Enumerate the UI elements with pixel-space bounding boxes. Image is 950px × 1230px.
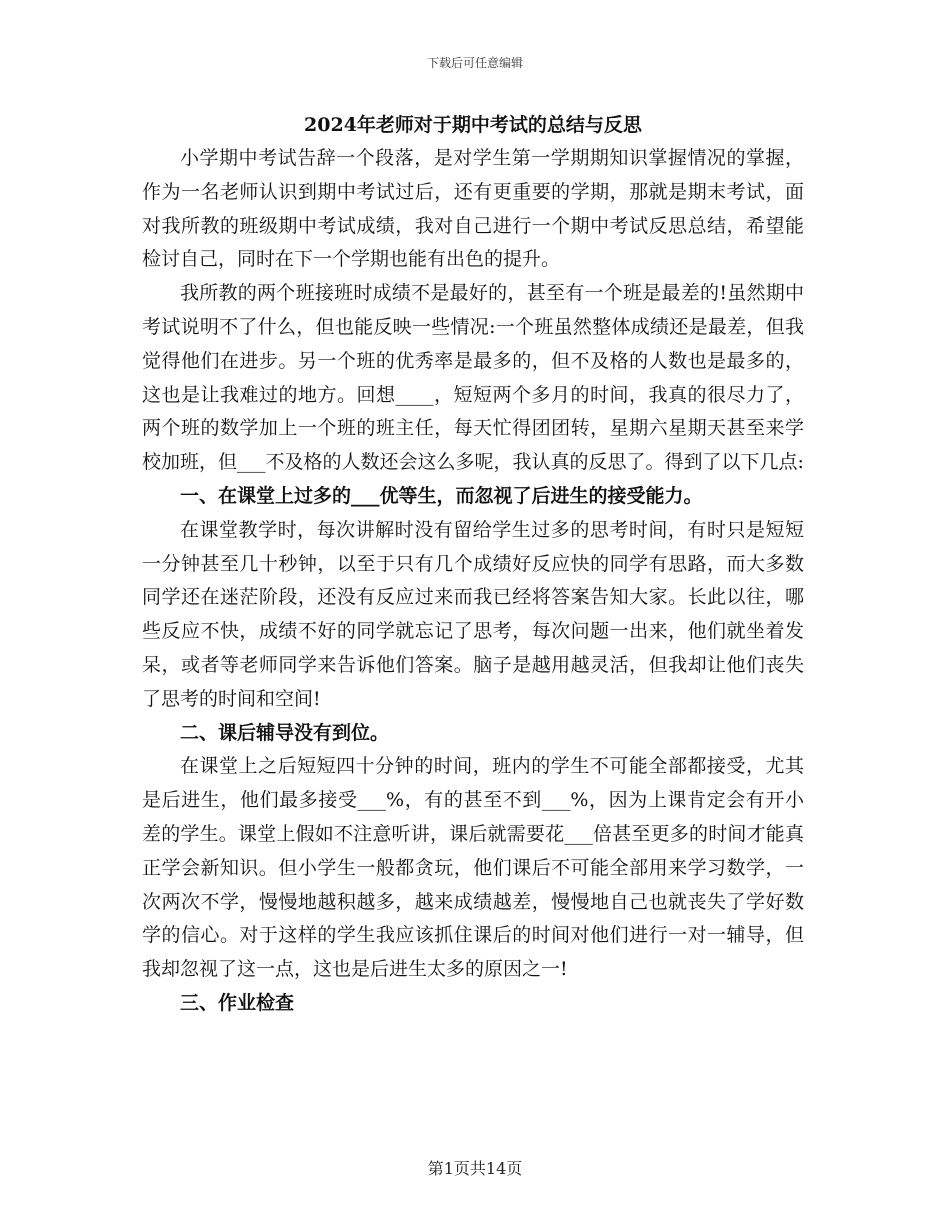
section-heading-3: 三、作业检查 — [180, 991, 295, 1014]
document-body — [142, 110, 804, 1021]
header-note: 下载后可任意编辑 — [426, 56, 523, 70]
paragraph-intro: 小学期中考试告辞一个段落，是对学生第一学期期知识掌握情况的掌握，作为一名老师认识到期中考试过后，还有更重要的学期，那就是期末考试，面对我所教的班级期中考试成绩，我对自己进行一个期中考试反思总结，希望能检讨自己，同时在下一个学期也能有出色的提升。 — [142, 147, 804, 271]
paragraph-class-status: 我所教的两个班接班时成绩不是最好的，甚至有一个班是最差的!虽然期中考试说明不了什么，但也能反映一些情况:一个班虽然整体成绩还是最差，但我觉得他们在进步。另一个班的优秀率是最多的，但不及格的人数也是最多的，这也是让我难过的地方。回想____，短短两个多月的时间，我真的很尽力了，两个班的数学加上一个班的班主任，每天忙得团团转，星期六星期天甚至来学校加班，但___不及格的人数还会这么多呢，我认真的反思了。得到了以下几点: — [142, 282, 804, 474]
page-footer: 第1页共14页 — [427, 1159, 523, 1178]
paragraph-section-2: 在课堂上之后短短四十分钟的时间，班内的学生不可能全部都接受，尤其是后进生，他们最多接受___%，有的甚至不到___%，因为上课肯定会有开小差的学生。课堂上假如不注意听讲，课后就需要花___倍甚至更多的时间才能真正学会新知识。但小学生一般都贪玩，他们课后不可能全部用来学习数学，一次两次不学，慢慢地越积越多，越来成绩越差，慢慢地自己也就丧失了学好数学的信心。对于这样的学生我应该抓住课后的时间对他们进行一对一辅导，但我却忽视了这一点，这也是后进生太多的原因之一! — [142, 755, 804, 981]
section-heading-1: 一、在课堂上过多的___优等生，而忽视了后进生的接受能力。 — [180, 484, 703, 507]
paragraph-section-1: 在课堂教学时，每次讲解时没有留给学生过多的思考时间，有时只是短短一分钟甚至几十秒钟，以至于只有几个成绩好反应快的同学有思路，而大多数同学还在迷茫阶段，还没有反应过来而我已经将答案告知大家。长此以往，哪些反应不快，成绩不好的同学就忘记了思考，每次问题一出来，他们就坐着发呆，或者等老师同学来告诉他们答案。脑子是越用越灵活，但我却让他们丧失了思考的时间和空间! — [142, 518, 804, 710]
section-heading-2: 二、课后辅导没有到位。 — [180, 721, 390, 744]
document-title: 2024年老师对于期中考试的总结与反思 — [304, 114, 642, 136]
